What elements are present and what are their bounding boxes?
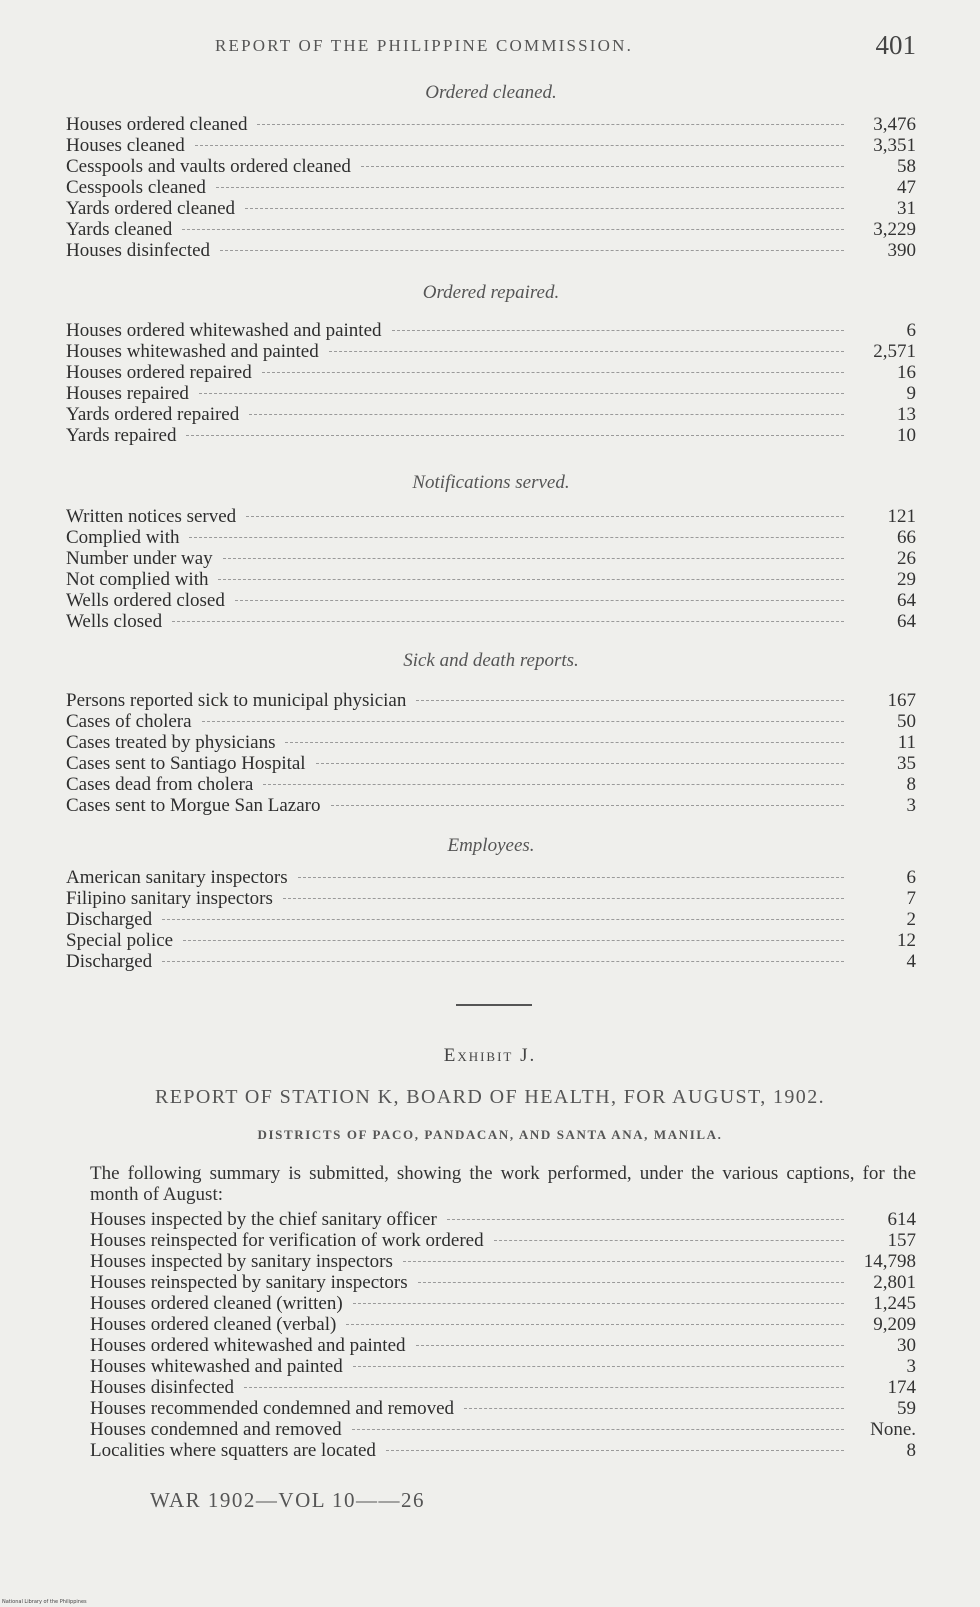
table-row: [66, 219, 916, 240]
row-label: Discharged: [66, 951, 153, 972]
running-title: REPORT OF THE PHILIPPINE COMMISSION.: [215, 36, 634, 55]
dot-leader: [172, 621, 844, 622]
table-row: [66, 114, 916, 135]
row-value: 47: [897, 177, 916, 198]
dot-leader: [346, 1324, 844, 1325]
section-title: Ordered cleaned.: [425, 82, 557, 103]
section-ordered-cleaned: [66, 80, 916, 261]
dot-leader: [361, 166, 844, 167]
table-row: [90, 1314, 916, 1335]
row-label: Complied with: [66, 527, 180, 548]
page-number: 401: [875, 30, 916, 60]
row-value: 9,209: [873, 1314, 916, 1335]
table-row: [66, 506, 916, 527]
row-value: 58: [897, 156, 916, 177]
row-value: 35: [897, 753, 916, 774]
section-rows: [66, 506, 916, 632]
dot-leader: [416, 1345, 844, 1346]
row-value: 16: [897, 362, 916, 383]
table-row: [66, 930, 916, 951]
row-value: 29: [897, 569, 916, 590]
row-label: Wells ordered closed: [66, 590, 225, 611]
table-row: [66, 753, 916, 774]
dot-leader: [494, 1240, 844, 1241]
row-value: 64: [897, 590, 916, 611]
row-label: Houses cleaned: [66, 135, 185, 156]
dot-leader: [353, 1366, 844, 1367]
row-value: 11: [897, 732, 916, 753]
row-value: 8: [906, 774, 916, 795]
table-row: [66, 711, 916, 732]
row-label: Filipino sanitary inspectors: [66, 888, 273, 909]
table-row: [66, 590, 916, 611]
row-label: Number under way: [66, 548, 213, 569]
table-row: [66, 198, 916, 219]
row-value: 3: [906, 795, 916, 816]
dot-leader: [329, 351, 844, 352]
row-value: 174: [887, 1377, 916, 1398]
row-label: Cesspools cleaned: [66, 177, 206, 198]
dot-leader: [353, 1303, 844, 1304]
row-label: Houses repaired: [66, 383, 189, 404]
dot-leader: [418, 1282, 844, 1283]
row-label: Wells closed: [66, 611, 163, 632]
dot-leader: [263, 784, 844, 785]
row-value: 2: [906, 909, 916, 930]
dot-leader: [392, 330, 844, 331]
table-row: [90, 1377, 916, 1398]
dot-leader: [447, 1219, 844, 1220]
row-label: Cases dead from cholera: [66, 774, 254, 795]
table-row: [66, 732, 916, 753]
row-value: 31: [897, 198, 916, 219]
table-row: [66, 425, 916, 446]
row-label: Houses inspected by sanitary inspectors: [90, 1251, 393, 1272]
table-row: [66, 383, 916, 404]
row-value: 12: [897, 930, 916, 951]
row-label: Houses inspected by the chief sanitary officer: [90, 1209, 437, 1230]
table-row: [90, 1440, 916, 1461]
table-row: [66, 362, 916, 383]
section-employees: [66, 833, 916, 972]
table-row: [90, 1251, 916, 1272]
row-label: Houses ordered cleaned (written): [90, 1293, 343, 1314]
dot-leader: [331, 805, 844, 806]
row-label: American sanitary inspectors: [66, 867, 288, 888]
row-label: Houses reinspected by sanitary inspectors: [90, 1272, 408, 1293]
districts-subtitle: DISTRICTS OF PACO, PANDACAN, AND SANTA ANA, MANILA.: [257, 1127, 723, 1142]
table-row: [66, 404, 916, 425]
row-label: Cases treated by physicians: [66, 732, 276, 753]
dot-leader: [235, 600, 844, 601]
table-row: [66, 909, 916, 930]
table-row: [66, 156, 916, 177]
dot-leader: [283, 898, 844, 899]
section-ordered-repaired: [66, 280, 916, 446]
dot-leader: [199, 393, 844, 394]
row-value: 8: [906, 1440, 916, 1461]
table-row: [66, 951, 916, 972]
table-row: [66, 611, 916, 632]
table-row: [66, 888, 916, 909]
exhibit-rows: [90, 1209, 916, 1461]
exhibit-summary: [90, 1163, 916, 1461]
section-rows: [66, 320, 916, 446]
row-value: 1,245: [873, 1293, 916, 1314]
dot-leader: [464, 1408, 844, 1409]
row-value: 14,798: [863, 1251, 916, 1272]
row-value: 3,229: [873, 219, 916, 240]
section-title: Ordered repaired.: [422, 282, 560, 303]
row-label: Cases sent to Morgue San Lazaro: [66, 795, 321, 816]
row-value: 121: [887, 506, 916, 527]
dot-leader: [285, 742, 844, 743]
table-row: [90, 1209, 916, 1230]
row-label: Houses ordered cleaned (verbal): [90, 1314, 337, 1335]
row-label: Houses reinspected for verification of work ordered: [90, 1230, 484, 1251]
dot-leader: [257, 124, 844, 125]
dot-leader: [416, 700, 844, 701]
table-row: [90, 1398, 916, 1419]
section-sick-and-death-reports: [66, 648, 916, 816]
dot-leader: [298, 877, 844, 878]
table-row: [66, 867, 916, 888]
section-rows: [66, 114, 916, 261]
dot-leader: [262, 372, 844, 373]
table-row: [66, 320, 916, 341]
row-value: 4: [906, 951, 916, 972]
row-value: 157: [887, 1230, 916, 1251]
row-label: Written notices served: [66, 506, 237, 527]
dot-leader: [183, 940, 844, 941]
section-rows: [66, 690, 916, 816]
row-value: 66: [897, 527, 916, 548]
row-label: Cases of cholera: [66, 711, 192, 732]
row-label: Persons reported sick to municipal physician: [66, 690, 407, 711]
row-label: Houses ordered repaired: [66, 362, 252, 383]
row-value: 167: [887, 690, 916, 711]
row-label: Localities where squatters are located: [90, 1440, 376, 1461]
row-value: 390: [887, 240, 916, 261]
section-title: Sick and death reports.: [403, 650, 579, 671]
row-value: 7: [906, 888, 916, 909]
row-value: 3,476: [873, 114, 916, 135]
row-value: 2,801: [873, 1272, 916, 1293]
row-label: Houses disinfected: [66, 240, 211, 261]
table-row: [90, 1335, 916, 1356]
section-divider: [456, 1004, 532, 1006]
section-notifications-served: [66, 470, 916, 632]
row-label: Houses whitewashed and painted: [90, 1356, 343, 1377]
row-value: 30: [897, 1335, 916, 1356]
dot-leader: [162, 961, 844, 962]
report-title: REPORT OF STATION K, BOARD OF HEALTH, FOR AUGUST, 1902.: [154, 1086, 825, 1108]
dot-leader: [218, 579, 844, 580]
row-label: Discharged: [66, 909, 153, 930]
row-label: Houses condemned and removed: [90, 1419, 342, 1440]
row-label: Special police: [66, 930, 174, 951]
section-title: Employees.: [447, 835, 535, 856]
row-value: 10: [897, 425, 916, 446]
dot-leader: [403, 1261, 844, 1262]
dot-leader: [220, 250, 844, 251]
imprint-text: National Library of the Philippines: [2, 1599, 87, 1605]
table-row: [66, 795, 916, 816]
table-row: [90, 1230, 916, 1251]
table-row: [66, 135, 916, 156]
row-value: 64: [897, 611, 916, 632]
row-value: 3,351: [873, 135, 916, 156]
row-label: Cases sent to Santiago Hospital: [66, 753, 306, 774]
row-value: 6: [906, 320, 916, 341]
dot-leader: [162, 919, 844, 920]
dot-leader: [244, 1387, 844, 1388]
row-label: Houses ordered whitewashed and painted: [90, 1335, 406, 1356]
table-row: [66, 177, 916, 198]
row-label: Yards ordered repaired: [66, 404, 240, 425]
row-label: Houses whitewashed and painted: [66, 341, 319, 362]
table-row: [66, 527, 916, 548]
row-value: 9: [906, 383, 916, 404]
dot-leader: [246, 516, 844, 517]
row-value: None.: [870, 1419, 916, 1440]
row-value: 50: [897, 711, 916, 732]
running-head: [0, 30, 980, 60]
row-label: Not complied with: [66, 569, 209, 590]
row-value: 6: [906, 867, 916, 888]
table-row: [90, 1419, 916, 1440]
table-row: [66, 774, 916, 795]
dot-leader: [189, 537, 844, 538]
row-label: Houses ordered cleaned: [66, 114, 248, 135]
row-label: Cesspools and vaults ordered cleaned: [66, 156, 351, 177]
table-row: [66, 569, 916, 590]
table-row: [66, 548, 916, 569]
dot-leader: [316, 763, 844, 764]
row-value: 59: [897, 1398, 916, 1419]
table-row: [66, 240, 916, 261]
dot-leader: [216, 187, 844, 188]
row-value: 26: [897, 548, 916, 569]
dot-leader: [223, 558, 844, 559]
section-rows: [66, 867, 916, 972]
row-value: 13: [897, 404, 916, 425]
section-title: Notifications served.: [412, 472, 570, 493]
row-label: Yards ordered cleaned: [66, 198, 236, 219]
dot-leader: [182, 229, 844, 230]
table-row: [90, 1293, 916, 1314]
row-label: Houses ordered whitewashed and painted: [66, 320, 382, 341]
dot-leader: [245, 208, 844, 209]
row-label: Yards cleaned: [66, 219, 173, 240]
dot-leader: [386, 1450, 844, 1451]
table-row: [66, 690, 916, 711]
dot-leader: [249, 414, 844, 415]
table-row: [90, 1356, 916, 1377]
row-label: Yards repaired: [66, 425, 177, 446]
table-row: [90, 1272, 916, 1293]
row-value: 614: [887, 1209, 916, 1230]
exhibit-label: Exhibit J.: [443, 1045, 537, 1066]
dot-leader: [195, 145, 844, 146]
signature-mark: WAR 1902—VOL 10——26: [150, 1488, 426, 1512]
table-row: [66, 341, 916, 362]
row-label: Houses recommended condemned and removed: [90, 1398, 455, 1419]
row-label: Houses disinfected: [90, 1377, 235, 1398]
dot-leader: [186, 435, 844, 436]
dot-leader: [352, 1429, 844, 1430]
row-value: 2,571: [873, 341, 916, 362]
row-value: 3: [906, 1356, 916, 1377]
intro-paragraph: The following summary is submitted, showing the work performed, under the various captions, for the month of August:: [90, 1163, 916, 1205]
dot-leader: [202, 721, 844, 722]
